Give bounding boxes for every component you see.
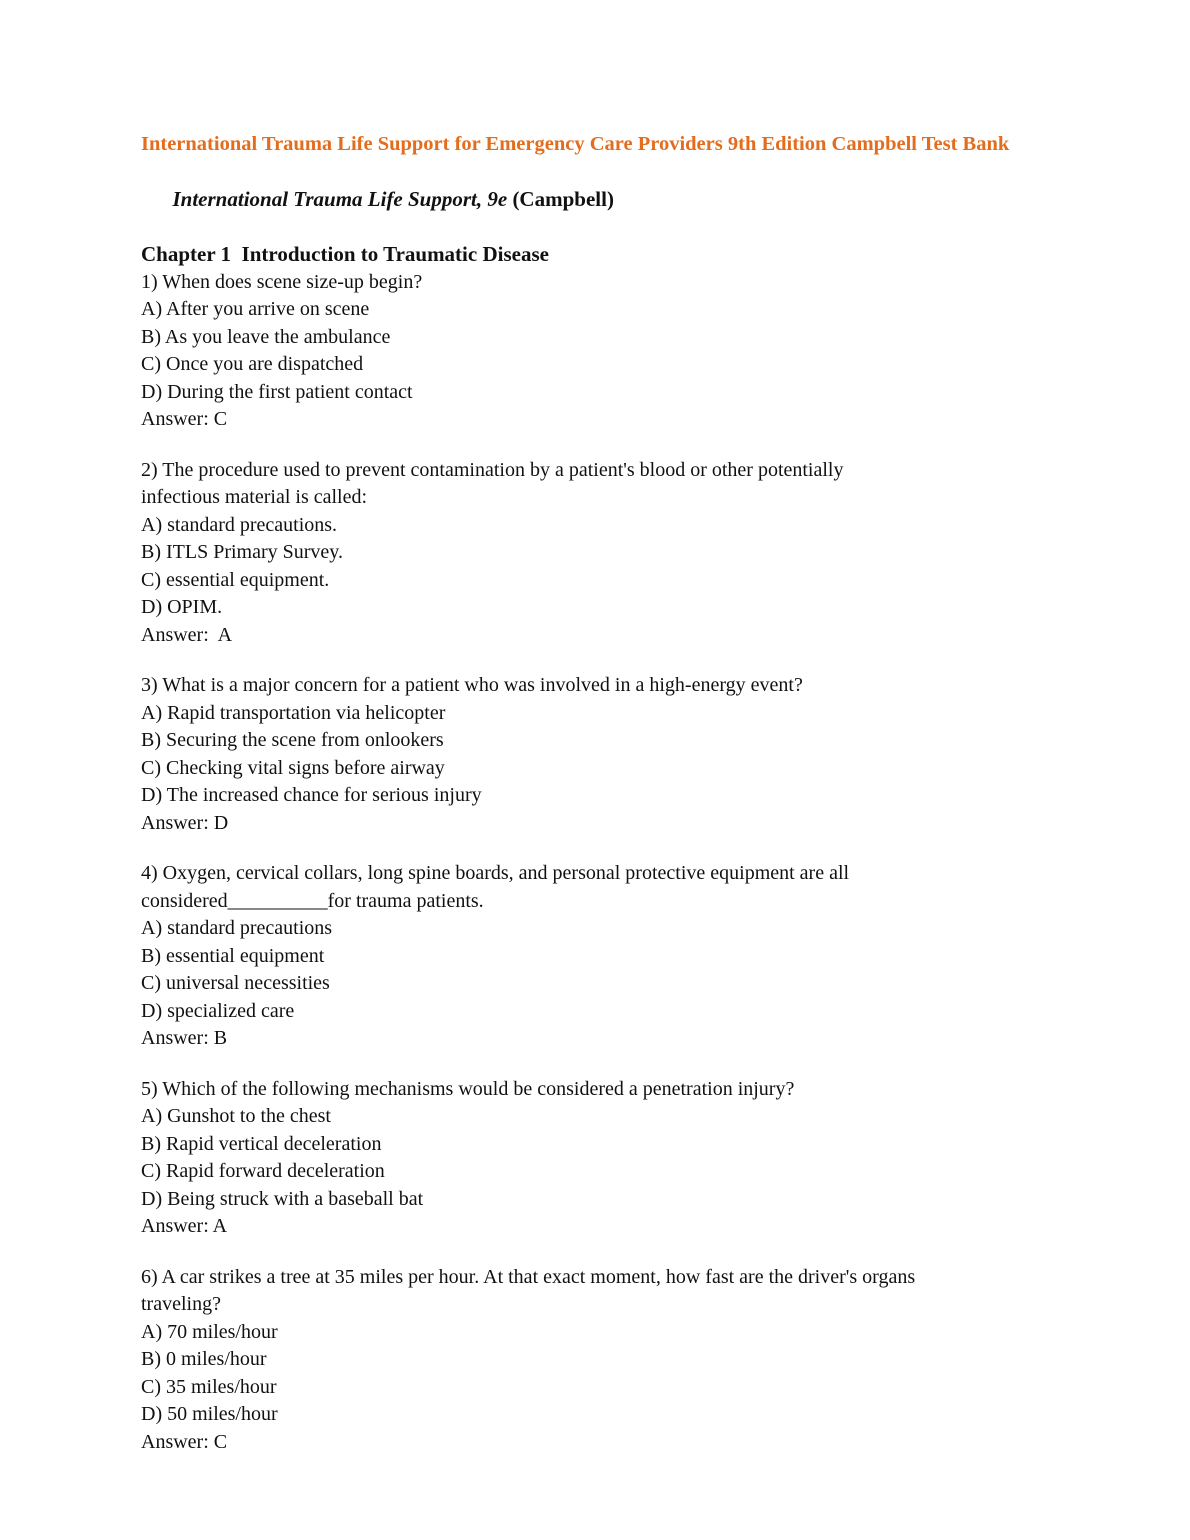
answer-option: B) 0 miles/hour [141,1348,267,1370]
questions-list [141,269,1150,1457]
answer-option: D) The increased chance for serious injury [141,784,482,806]
answer-option: D) OPIM. [141,596,223,618]
test-bank-banner: International Trauma Life Support for Emergency Care Providers 9th Edition Campbell Test Bank [141,133,1010,155]
answer-option: A) After you arrive on scene [141,298,370,320]
question-stem-line: 4) Oxygen, cervical collars, long spine boards, and personal protective equipment are all [141,862,850,884]
answer-option: D) Being struck with a baseball bat [141,1187,424,1210]
question-block [141,860,1150,1053]
answer-line: Answer: D [141,811,229,834]
answer-option: A) standard precautions [141,917,333,939]
document-header [141,131,1150,269]
answer-option: A) 70 miles/hour [141,1320,278,1343]
answer-option: A) Rapid transportation via helicopter [141,701,446,724]
book-title [141,159,1150,242]
answer-option: C) Once you are dispatched [141,353,364,375]
question-stem-line: 6) A car strikes a tree at 35 miles per hour. At that exact moment, how fast are the driver's organs [141,1265,916,1288]
answer-option: B) ITLS Primary Survey. [141,541,344,563]
answer-option: C) Rapid forward deceleration [141,1160,385,1182]
answer-line: Answer: C [141,408,228,430]
question-stem-line: considered__________for trauma patients. [141,889,484,912]
answer-option: C) universal necessities [141,972,330,994]
question-block [141,672,1150,837]
answer-line: Answer: C [141,1430,228,1453]
question-stem-line: 1) When does scene size-up begin? [141,270,423,293]
question-block [141,1264,1150,1457]
answer-option: B) essential equipment [141,944,325,967]
question-block [141,457,1150,650]
answer-option: B) Rapid vertical deceleration [141,1132,382,1155]
question-stem-line: traveling? [141,1293,221,1315]
answer-option: D) During the first patient contact [141,380,413,403]
question-stem-line: 2) The procedure used to prevent contamination by a patient's blood or other potentially [141,458,844,481]
question-stem-line: infectious material is called: [141,486,368,508]
answer-option: B) As you leave the ambulance [141,325,391,348]
question-stem-line: 3) What is a major concern for a patient who was involved in a high-energy event? [141,674,803,696]
answer-line: Answer: A [141,1215,228,1237]
answer-option: C) Checking vital signs before airway [141,756,445,779]
answer-option: D) 50 miles/hour [141,1403,278,1425]
question-stem-line: 5) Which of the following mechanisms would be considered a penetration injury? [141,1077,795,1100]
question-block [141,269,1150,434]
answer-option: A) Gunshot to the chest [141,1105,331,1127]
answer-option: B) Securing the scene from onlookers [141,729,444,751]
answer-option: D) specialized care [141,999,295,1022]
answer-line: Answer: B [141,1027,228,1049]
chapter-title: Chapter 1 Introduction to Traumatic Disease [141,242,549,266]
book-title-suffix: (Campbell) [507,187,614,211]
answer-option: C) 35 miles/hour [141,1375,277,1398]
answer-option: C) essential equipment. [141,568,330,591]
question-block [141,1076,1150,1241]
book-title-italic: International Trauma Life Support, 9e [172,187,508,211]
answer-option: A) standard precautions. [141,513,338,536]
answer-line: Answer: A [141,623,233,646]
